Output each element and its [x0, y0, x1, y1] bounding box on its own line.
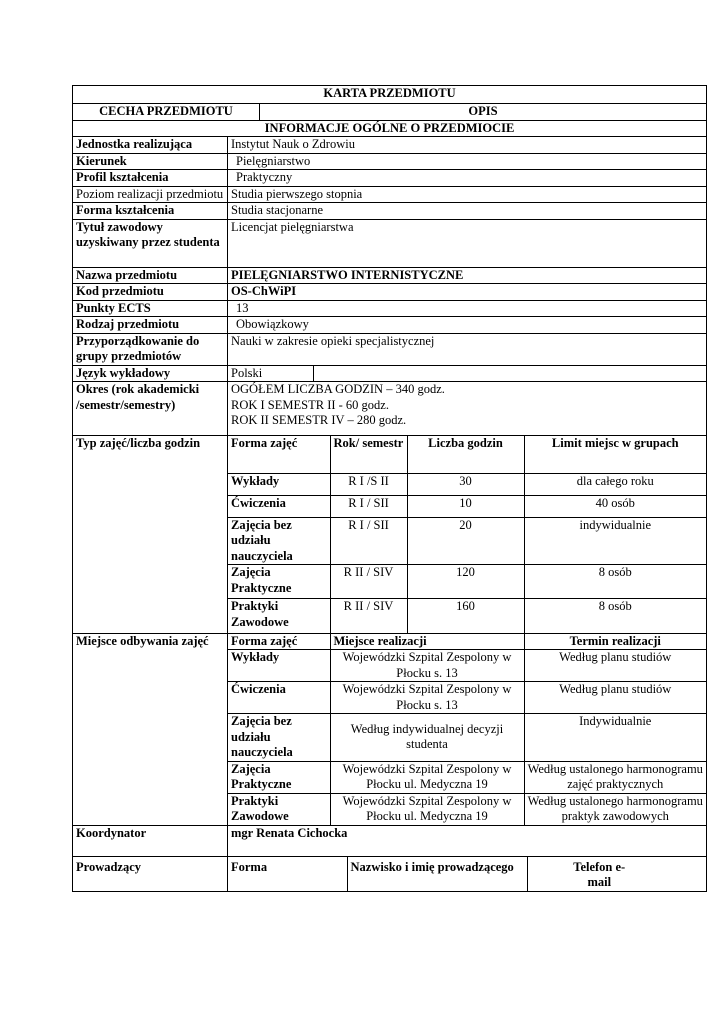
info-label: Kierunek: [73, 153, 228, 170]
info-row: [73, 382, 707, 436]
document-title: KARTA PRZEDMIOTU: [73, 86, 707, 104]
table-cell: R I / SII: [330, 517, 407, 565]
table-cell: 20: [407, 517, 524, 565]
column-header-right: OPIS: [260, 104, 707, 121]
table-cell: 160: [407, 599, 524, 633]
table-cell: Wykłady: [228, 473, 330, 495]
period-line: ROK II SEMESTR IV – 280 godz.: [231, 413, 407, 427]
table-cell: 10: [407, 495, 524, 517]
location-table: [228, 634, 706, 825]
table-cell: 40 osób: [524, 495, 706, 517]
table-row: [228, 495, 706, 517]
table-row: [228, 682, 706, 714]
class-types-header: [228, 436, 706, 473]
column-header-left: CECHA PRZEDMIOTU: [73, 104, 260, 121]
table-cell: R I / SII: [330, 495, 407, 517]
header-cell: Forma zajęć: [228, 634, 330, 650]
info-value: Licencjat pielęgniarstwa: [228, 219, 707, 267]
language-split: [228, 366, 706, 382]
table-cell: Wojewódzki Szpital Zespolony w Płocku ul. Medyczna 19: [330, 793, 524, 825]
table-row: [228, 650, 706, 682]
period-line: OGÓŁEM LICZBA GODZIN – 340 godz.: [231, 382, 445, 396]
coordinator-row: [73, 825, 707, 856]
table-cell: R II / SIV: [330, 565, 407, 599]
info-value: Praktyczny: [228, 170, 707, 187]
instructors-header: [228, 857, 706, 891]
table-row: [228, 793, 706, 825]
table-cell: Wykłady: [228, 650, 330, 682]
info-value: 13: [228, 300, 707, 317]
table-row: [228, 761, 706, 793]
section-heading: INFORMACJE OGÓLNE O PRZEDMIOCIE: [73, 120, 707, 137]
coordinator-value: mgr Renata Cichocka: [228, 825, 707, 856]
info-row: [73, 203, 707, 220]
info-row: [73, 170, 707, 187]
info-value: Studia pierwszego stopnia: [228, 186, 707, 203]
table-cell: Wojewódzki Szpital Zespolony w Płocku s. 13: [330, 650, 524, 682]
header-cell: Miejsce realizacji: [330, 634, 524, 650]
table-cell: Wojewódzki Szpital Zespolony w Płocku s. 13: [330, 682, 524, 714]
table-cell: Według indywidualnej decyzji studenta: [330, 714, 524, 762]
table-row: [228, 517, 706, 565]
table-cell: Indywidualnie: [524, 714, 706, 762]
info-row: [73, 219, 707, 267]
header-cell: Forma zajęć: [228, 436, 330, 473]
info-label: Punkty ECTS: [73, 300, 228, 317]
title-row: [73, 86, 707, 104]
info-label: Okres (rok akademicki /semestr/semestry): [73, 382, 228, 436]
info-value-split: [228, 365, 707, 382]
table-cell: 120: [407, 565, 524, 599]
header-cell: Termin realizacji: [524, 634, 706, 650]
table-cell: Zajęcia bez udziału nauczyciela: [228, 517, 330, 565]
info-label: Kod przedmiotu: [73, 284, 228, 301]
info-label: Przyporządkowanie do grupy przedmiotów: [73, 333, 228, 365]
location-row: [73, 633, 707, 825]
table-cell: 8 osób: [524, 599, 706, 633]
table-cell: dla całego roku: [524, 473, 706, 495]
table-cell: Zajęcia bez udziału nauczyciela: [228, 714, 330, 762]
header-cell: Telefon e-mail: [527, 857, 706, 891]
table-cell: R II / SIV: [330, 599, 407, 633]
info-label: Nazwa przedmiotu: [73, 267, 228, 284]
table-cell: R I /S II: [330, 473, 407, 495]
table-cell: Według ustalonego harmonogramu praktyk zawodowych: [524, 793, 706, 825]
info-row: [73, 317, 707, 334]
course-table: [72, 85, 707, 892]
table-cell: Praktyki Zawodowe: [228, 599, 330, 633]
header-cell: Limit miejsc w grupach: [524, 436, 706, 473]
empty-cell: [313, 366, 706, 382]
info-row: [73, 153, 707, 170]
table-cell: Praktyki Zawodowe: [228, 793, 330, 825]
info-label: Jednostka realizująca: [73, 137, 228, 154]
info-value: Obowiązkowy: [228, 317, 707, 334]
info-label: Rodzaj przedmiotu: [73, 317, 228, 334]
table-cell: Według planu studiów: [524, 650, 706, 682]
table-cell: Zajęcia Praktyczne: [228, 761, 330, 793]
table-cell: 8 osób: [524, 565, 706, 599]
info-value: Polski: [228, 366, 313, 382]
table-cell: 30: [407, 473, 524, 495]
table-row: [228, 565, 706, 599]
period-cell: [228, 382, 707, 436]
header-cell: Forma: [228, 857, 347, 891]
section-row: [73, 120, 707, 137]
coordinator-label: Koordynator: [73, 825, 228, 856]
location-header: [228, 634, 706, 650]
header-cell: Rok/ semestr: [330, 436, 407, 473]
class-types-label: Typ zajęć/liczba godzin: [73, 436, 228, 634]
info-label: Język wykładowy: [73, 365, 228, 382]
period-line: ROK I SEMESTR II - 60 godz.: [231, 397, 389, 412]
table-row: [228, 473, 706, 495]
class-types-row: [73, 436, 707, 634]
info-label: Forma kształcenia: [73, 203, 228, 220]
table-row: [228, 599, 706, 633]
header-cell: Nazwisko i imię prowadzącego: [347, 857, 527, 891]
info-label: Tytuł zawodowy uzyskiwany przez studenta: [73, 219, 228, 267]
info-value: Instytut Nauk o Zdrowiu: [228, 137, 707, 154]
info-row: [73, 300, 707, 317]
location-cell: [228, 633, 707, 825]
info-label: Poziom realizacji przedmiotu: [73, 186, 228, 203]
info-value: PIELĘGNIARSTWO INTERNISTYCZNE: [228, 267, 707, 284]
info-row: [73, 267, 707, 284]
info-value: Studia stacjonarne: [228, 203, 707, 220]
instructors-cell: [228, 856, 707, 891]
info-label: Profil kształcenia: [73, 170, 228, 187]
column-header-row: [73, 104, 707, 121]
info-value: Pielęgniarstwo: [228, 153, 707, 170]
table-cell: Według planu studiów: [524, 682, 706, 714]
table-cell: Według ustalonego harmonogramu zajęć praktycznych: [524, 761, 706, 793]
class-types-cell: [228, 436, 707, 634]
instructors-table: [228, 857, 706, 891]
table-cell: indywidualnie: [524, 517, 706, 565]
table-row: [228, 714, 706, 762]
info-row: [73, 137, 707, 154]
table-cell: Ćwiczenia: [228, 682, 330, 714]
class-types-table: [228, 436, 706, 633]
info-row: [73, 365, 707, 382]
table-cell: Wojewódzki Szpital Zespolony w Płocku ul. Medyczna 19: [330, 761, 524, 793]
instructors-label: Prowadzący: [73, 856, 228, 891]
header-cell: Liczba godzin: [407, 436, 524, 473]
table-cell: Ćwiczenia: [228, 495, 330, 517]
location-label: Miejsce odbywania zajęć: [73, 633, 228, 825]
course-card: [72, 85, 706, 892]
info-row: [73, 186, 707, 203]
info-row: [73, 333, 707, 365]
info-value: OS-ChWiPI: [228, 284, 707, 301]
table-cell: Zajęcia Praktyczne: [228, 565, 330, 599]
instructors-row: [73, 856, 707, 891]
info-row: [73, 284, 707, 301]
info-value: Nauki w zakresie opieki specjalistycznej: [228, 333, 707, 365]
